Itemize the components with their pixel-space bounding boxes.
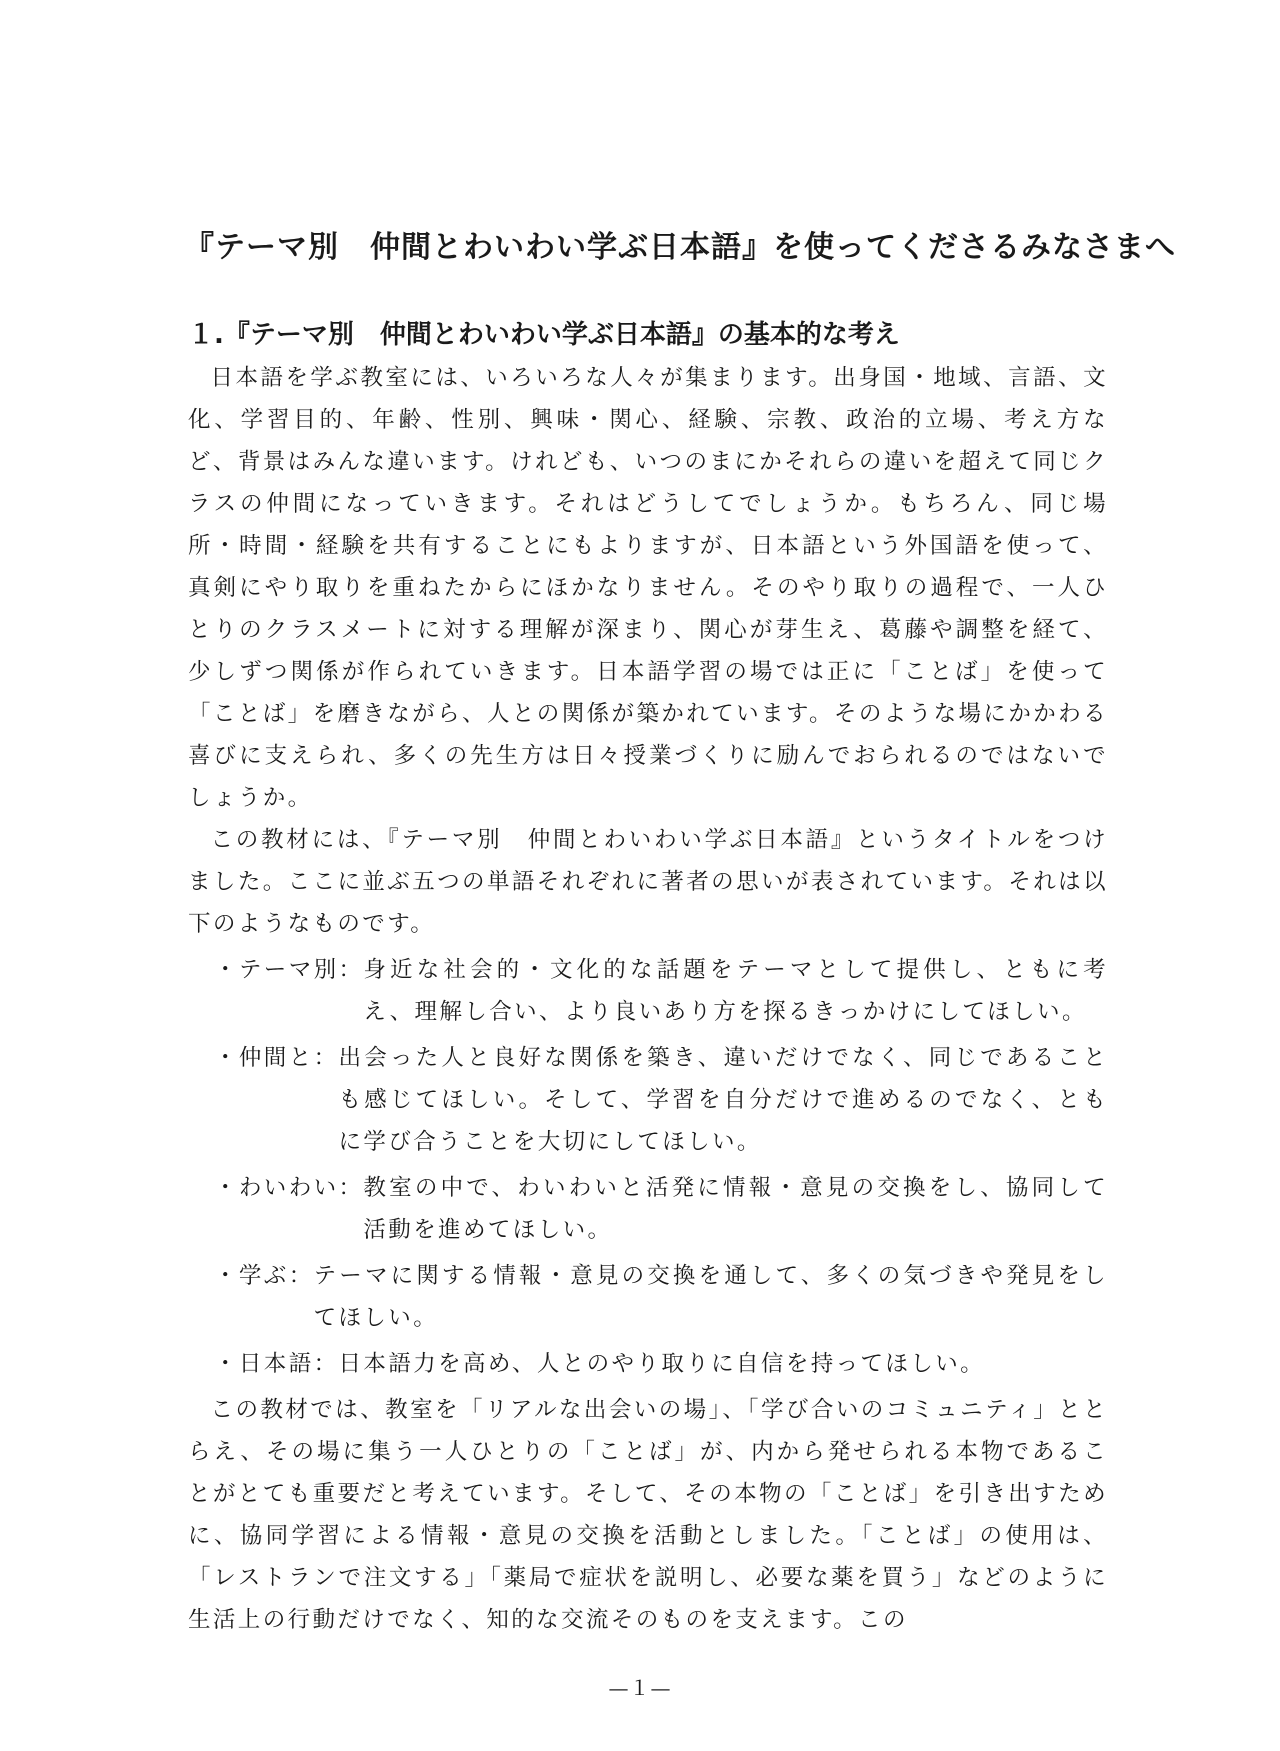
list-item <box>214 1343 1108 1385</box>
section-heading: １.『テーマ別 仲間とわいわい学ぶ日本語』の基本的な考え <box>188 320 900 350</box>
page-number: —１— <box>608 1676 672 1700</box>
list-item-description: 身近な社会的・文化的な話題をテーマとして提供し、ともに考え、理解し合い、より良いあり方を探るきっかけにしてほしい。 <box>363 957 1108 1025</box>
paragraph-1: 日本語を学ぶ教室には、いろいろな人々が集まります。出身国・地域、言語、文化、学習目的、年齢、性別、興味・関心、経験、宗教、政治的立場、考え方など、背景はみんな違います。けれども、いつのまにかそれらの違いを超えて同じクラスの仲間になっていきます。それはどうしてでしょうか。もちろん、同じ場所・時間・経験を共有することにもよりますが、日本語という外国語を使って、真剣にやり取りを重ねたからにほかなりません。そのやり取りの過程で、一人ひとりのクラスメートに対する理解が深まり、関心が芽生え、葛藤や調整を経て、少しずつ関係が作られていきます。日本語学習の場では正に「ことば」を使って「ことば」を磨きながら、人との関係が築かれています。そのような場にかかわる喜びに支えられ、多くの先生方は日々授業づくりに励んでおられるのではないでしょうか。 <box>188 365 1108 811</box>
list-item <box>214 1037 1108 1163</box>
list-item-description: 日本語力を高め、人とのやり取りに自信を持ってほしい。 <box>338 1351 986 1377</box>
list-item <box>214 1167 1108 1251</box>
list-item-term: ・仲間と： <box>214 1045 339 1071</box>
paragraph-3: この教材では、教室を「リアルな出会いの場」、「学び合いのコミュニティ」ととらえ、その場に集う一人ひとりの「ことば」が、内から発せられる本物であることがとても重要だと考えています。そして、その本物の「ことば」を引き出すために、協同学習による情報・意見の交換を活動としました。「ことば」の使用は、「レストランで注文する」「薬局で症状を説明し、必要な薬を買う」などのように生活上の行動だけでなく、知的な交流そのものを支えます。この <box>188 1397 1108 1633</box>
list-item <box>214 949 1108 1033</box>
document-page <box>184 222 1176 1641</box>
list-item-term: ・テーマ別： <box>214 957 364 983</box>
list-item-description: 出会った人と良好な関係を築き、違いだけでなく、同じであることも感じてほしい。そして、学習を自分だけで進めるのでなく、ともに学び合うことを大切にしてほしい。 <box>338 1045 1108 1155</box>
list-item-term: ・学ぶ： <box>214 1263 314 1289</box>
title-meaning-list <box>188 949 1108 1385</box>
document-title: 『テーマ別 仲間とわいわい学ぶ日本語』を使ってくださるみなさまへ <box>184 230 1176 265</box>
list-item-term: ・わいわい： <box>214 1175 364 1201</box>
paragraph-2: この教材には、『テーマ別 仲間とわいわい学ぶ日本語』というタイトルをつけました。ここに並ぶ五つの単語それぞれに著者の思いが表されています。それは以下のようなものです。 <box>188 827 1108 937</box>
list-item <box>214 1255 1108 1339</box>
list-item-description: テーマに関する情報・意見の交換を通して、多くの気づきや発見をしてほしい。 <box>313 1263 1108 1331</box>
list-item-term: ・日本語： <box>214 1351 339 1377</box>
list-item-description: 教室の中で、わいわいと活発に情報・意見の交換をし、協同して活動を進めてほしい。 <box>363 1175 1108 1243</box>
